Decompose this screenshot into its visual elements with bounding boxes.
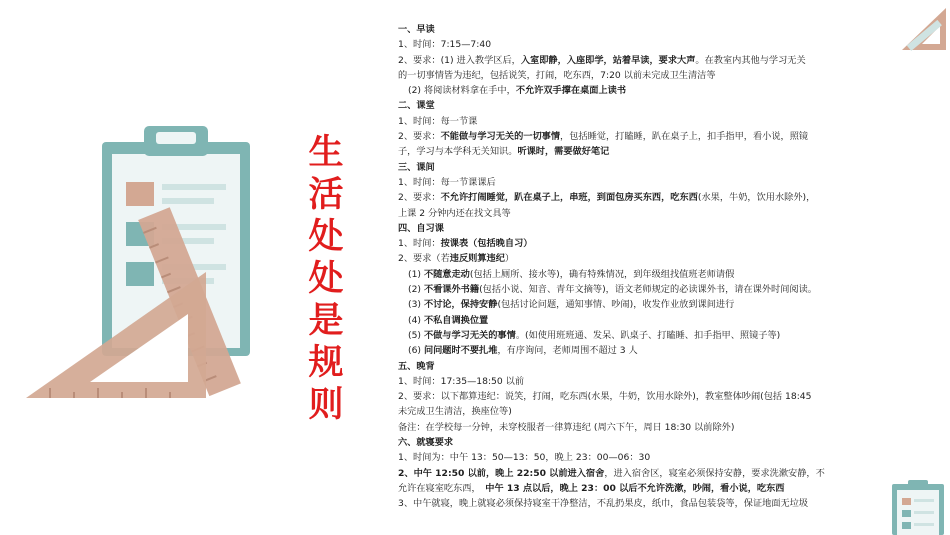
rules-document <box>386 22 852 514</box>
rule-line <box>386 466 852 481</box>
rule-line <box>386 236 852 251</box>
rule-text: ，包括睡觉，打瞌睡，趴在桌子上，扣手指甲，看小说，照镜 <box>560 131 809 143</box>
rule-text: 1、时间：7:15—7:40 <box>398 39 492 51</box>
rule-text: 子，学习与本学科无关知识。 <box>398 146 518 158</box>
emphasis-text: 不私自调换位置 <box>423 314 489 326</box>
rule-line <box>386 404 852 419</box>
rule-line <box>386 68 852 83</box>
rule-line <box>386 450 852 465</box>
rule-text: (1) <box>408 268 424 280</box>
rule-line <box>386 175 852 190</box>
rule-text: (5) <box>408 329 424 341</box>
rule-text: 。(如使用班班通、发呆、趴桌子、打瞌睡、扣手指甲、照镜子等) <box>515 329 781 341</box>
rule-text: 2、要求：以下都算违纪：说笑，打闹，吃东西(水果，牛奶，饮用水除外)，教室整体吵闹(包括 18:45 <box>398 391 812 403</box>
rule-line <box>386 144 852 159</box>
rule-line <box>386 343 852 358</box>
section-heading <box>386 160 852 175</box>
rule-text: 2、要求：(1) 进入教学区后， <box>398 54 521 66</box>
rule-text: (2) <box>408 284 424 296</box>
rule-text: 1、时间：17:35—18:50 以前 <box>398 375 525 387</box>
rule-text: 1、时间：每一节课 <box>398 115 478 127</box>
emphasis-text: 一、早读 <box>398 24 435 35</box>
clipboard-icon <box>890 478 946 535</box>
rule-text: 2、要求（若 <box>398 253 450 265</box>
rule-text: 1、时间为：中午 13：50—13：50，晚上 23：00—06：30 <box>398 452 651 464</box>
emphasis-text: 三、课间 <box>398 161 435 173</box>
rule-text: 的一切事情皆为违纪，包括说笑，打闹，吃东西，7:20 以前未完成卫生清洁等 <box>398 69 716 81</box>
rule-text: 2、要求： <box>398 192 441 204</box>
rule-text: ，进入宿舍区，寝室必须保持安静，要求洗漱安静，不 <box>604 467 825 479</box>
rule-line <box>386 37 852 52</box>
rule-line <box>386 83 852 98</box>
rule-text: 允许在寝室吃东西， <box>398 482 486 494</box>
rule-text: ） <box>504 253 515 265</box>
emphasis-text: 不允许双手撑在桌面上读书 <box>515 85 627 97</box>
emphasis-text: 六、就寝要求 <box>398 437 454 449</box>
rule-text: ，有序询问，老师周围不超过 3 人 <box>497 345 638 357</box>
emphasis-text: 不允许打闹睡觉，趴在桌子上，串班，到面包房买东西，吃东西 <box>440 192 698 204</box>
rule-text: (2) 将阅读材料拿在手中， <box>408 85 516 97</box>
set-square-icon <box>20 262 215 404</box>
section-heading <box>386 22 852 37</box>
rule-line <box>386 374 852 389</box>
emphasis-text: 入室即静，入座即学，站着早读，要求大声 <box>520 54 696 66</box>
emphasis-text: 听课时，需要做好笔记 <box>517 146 610 158</box>
rule-text: 1、时间： <box>398 238 441 250</box>
rule-text: (包括上厕所、接水等)，确有特殊情况，到年级组找值班老师请假 <box>469 268 735 280</box>
emphasis-text: 五、晚背 <box>398 360 435 372</box>
emphasis-text: 不看课外书籍 <box>423 284 480 296</box>
rule-text: 上课 2 分钟内还在找文具等 <box>398 207 511 219</box>
rule-line <box>386 251 852 266</box>
rule-text: 备注：在学校每一分钟，未穿校服者一律算违纪 (周六下午，周日 18:30 以前除外) <box>398 421 735 433</box>
rule-line <box>386 496 852 511</box>
rule-line <box>386 481 852 496</box>
emphasis-text: 问问题时不要扎堆 <box>423 345 498 357</box>
rule-text: (水果，牛奶，饮用水除外)， <box>697 192 816 204</box>
emphasis-text: 不做与学习无关的事情 <box>423 329 516 341</box>
section-heading <box>386 221 852 236</box>
rule-line <box>386 190 852 205</box>
rule-text: 1、时间：每一节课课后 <box>398 176 496 188</box>
rule-line <box>386 206 852 221</box>
emphasis-text: 中午 13 点以后，晚上 23：00 以后不允许洗漱，吵闹，看小说，吃东西 <box>485 482 785 494</box>
rule-text: (包括小说、知音、青年文摘等)，语文老师规定的必读课外书，请在课外时间阅读。 <box>479 284 817 296</box>
section-heading <box>386 98 852 113</box>
rule-line <box>386 114 852 129</box>
rule-line <box>386 389 852 404</box>
rule-text: 未完成卫生清洁，换座位等) <box>398 406 512 418</box>
rule-line <box>386 129 852 144</box>
rule-line <box>386 53 852 68</box>
rule-line <box>386 328 852 343</box>
emphasis-text: 二、课堂 <box>398 100 435 112</box>
section-heading <box>386 435 852 450</box>
emphasis-text: 不随意走动 <box>423 268 470 280</box>
rule-line <box>386 313 852 328</box>
rule-line <box>386 297 852 312</box>
rule-line <box>386 267 852 282</box>
rule-text: (6) <box>408 345 424 357</box>
emphasis-text: 按课表（包括晚自习） <box>440 238 533 250</box>
rule-line <box>386 282 852 297</box>
rule-text: (4) <box>408 314 424 326</box>
section-heading <box>386 359 852 374</box>
rule-text: 3、中午就寝，晚上就寝必须保持寝室干净整洁，不乱扔果皮，纸巾，食品包装袋等，保证地面无垃圾 <box>398 498 809 510</box>
rule-text: 2、要求： <box>398 131 441 143</box>
emphasis-text: 违反则算违纪 <box>449 253 505 265</box>
emphasis-text: 2、中午 12:50 以前，晚上 22:50 以前进入宿舍 <box>398 467 605 479</box>
emphasis-text: 不能做与学习无关的一切事情 <box>440 131 561 143</box>
rule-text: 。在教室内其他与学习无关 <box>695 54 806 66</box>
emphasis-text: 不讨论，保持安静 <box>423 299 498 311</box>
emphasis-text: 四、自习课 <box>398 222 444 234</box>
rule-text: (包括讨论问题，通知事情、吵闹)，收发作业放到课间进行 <box>497 299 735 311</box>
slide-title: 生活处处是规则 <box>308 133 344 425</box>
set-square-icon <box>898 4 950 56</box>
rule-text: (3) <box>408 299 424 311</box>
rule-line <box>386 420 852 435</box>
